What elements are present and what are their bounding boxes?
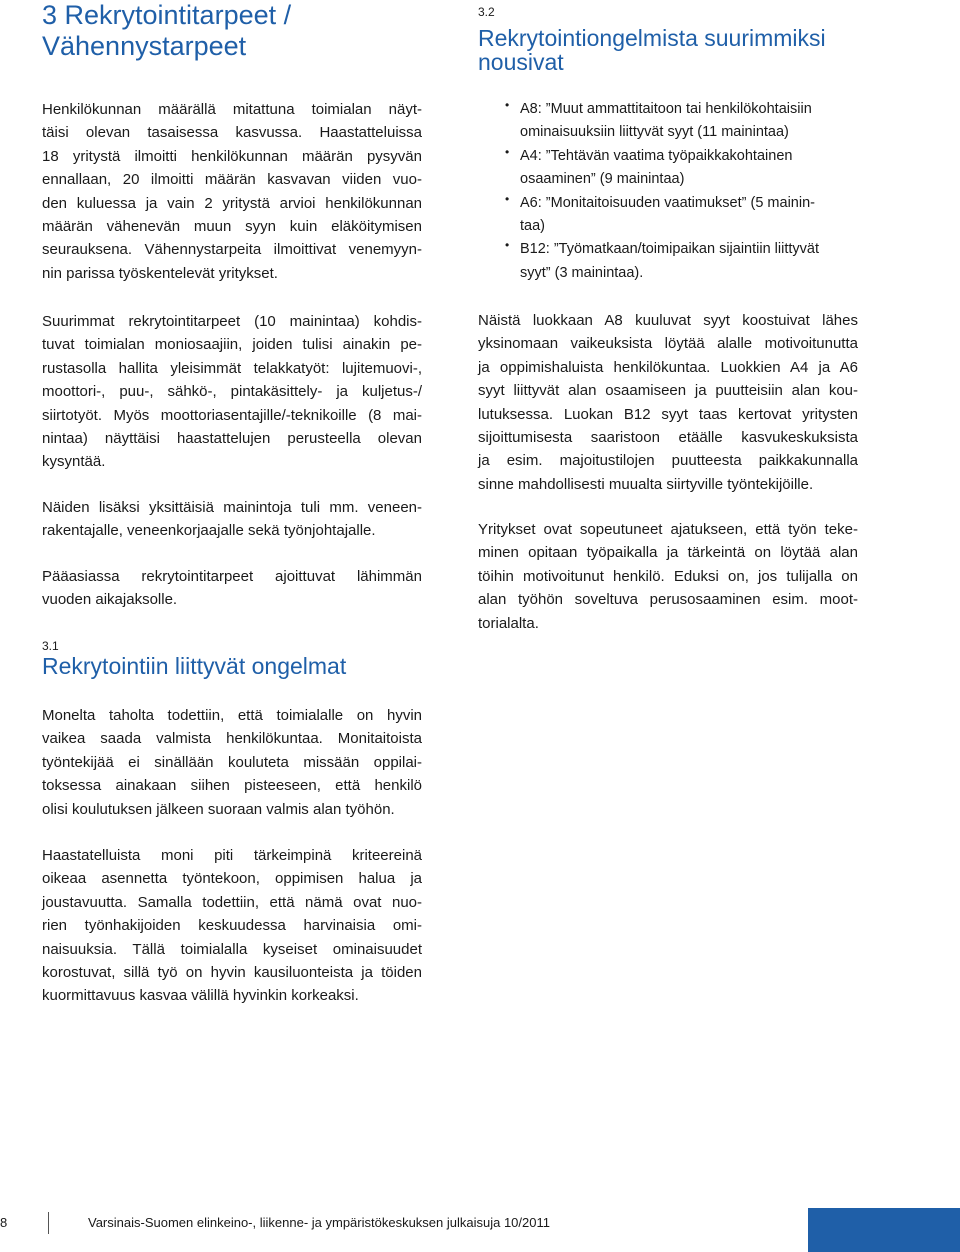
text-line: kysyntää. xyxy=(42,453,106,471)
chapter-paragraph-2 xyxy=(42,310,422,474)
text-line: joustavuutta. Samalla todettiin, että nämä ovat nuo- xyxy=(42,893,422,911)
list-item xyxy=(500,98,880,145)
section-3-1-paragraph-2 xyxy=(42,844,422,1008)
text-line: A8: ”Muut ammattitaitoon tai henkilökohtaisiin xyxy=(520,101,812,117)
chapter-title xyxy=(42,0,462,62)
text-line: Monelta taholta todettiin, että toimialalle on hyvin xyxy=(42,707,422,724)
section-3-1-paragraph-1 xyxy=(42,704,422,821)
text-line: alan työhön soveltuva perusosaaminen esim. moot- xyxy=(478,591,858,609)
section-3-2-paragraph-1 xyxy=(478,309,858,496)
text-line: osaaminen” (9 mainintaa) xyxy=(520,171,685,188)
text-line: sijoittumisesta saaristoon etäälle kasvukeskuksista xyxy=(478,429,858,447)
list-item xyxy=(500,238,880,285)
section-3-2-paragraph-2 xyxy=(478,518,858,635)
text-line: ja oppimishaluista henkilökuntaa. Luokkien A4 ja A6 xyxy=(478,358,858,376)
page-number: 8 xyxy=(0,1215,8,1230)
chapter-paragraph-1 xyxy=(42,98,422,285)
list-item xyxy=(500,192,880,239)
text-line: lutuksessa. Luokan B12 syyt taas kertovat yritysten xyxy=(478,405,858,423)
text-line: ominaisuuksiin liittyvät syyt (11 mainintaa) xyxy=(520,124,789,141)
bullet-icon: • xyxy=(505,191,510,206)
text-line: Suurimmat rekrytointitarpeet (10 mainintaa) kohdis- xyxy=(42,313,422,330)
section-3-2-number: 3.2 xyxy=(478,5,495,19)
section-3-1-number: 3.1 xyxy=(42,639,59,653)
text-line: Näiden lisäksi yksittäisiä mainintoja tuli mm. veneen- xyxy=(42,499,422,516)
text-line: seurauksena. Vähennystarpeita ilmoittivat venemyyn- xyxy=(42,241,422,259)
text-line: vaikea saada valmista henkilökuntaa. Monitaitoista xyxy=(42,730,422,748)
bullet-icon: • xyxy=(505,98,510,112)
text-line: A4: ”Tehtävän vaatima työpaikkakohtainen xyxy=(520,147,793,164)
text-line: siirtotyöt. Myös moottoriasentajille/-teknikoille (8 mai- xyxy=(42,406,422,424)
text-line: nin parissa työskentelevät yritykset. xyxy=(42,264,278,282)
text-line: töihin motivoitunut henkilö. Eduksi on, jos tulijalla on xyxy=(478,567,858,585)
text-line: syyt” (3 mainintaa). xyxy=(520,264,644,281)
footer-divider xyxy=(48,1212,49,1234)
text-line: naisuuksia. Tällä toimialalla kyseiset ominaisuudet xyxy=(42,940,422,958)
text-line: oikeaa asennetta työntekoon, oppimisen halua ja xyxy=(42,870,422,888)
text-line: rien työnhakijoiden keskuudessa harvinaisia omi- xyxy=(42,917,422,935)
text-line: toksessa ainakaan siihen pisteeseen, että henkilö xyxy=(42,777,422,795)
text-line: Pääasiassa rekrytointitarpeet ajoittuvat lähimmän xyxy=(42,568,422,585)
text-line: minen opitaan työpaikalla ja tärkeintä on löytää alan xyxy=(478,544,858,562)
chapter-title-line1: 3 Rekrytointitarpeet / xyxy=(42,0,292,30)
text-line: moottori-, puu-, sähkö-, pintakäsittely- ja kuljetus-/ xyxy=(42,383,422,401)
text-line: tuvat toimialan moniosaajiin, joiden tulisi ainakin pe- xyxy=(42,336,422,354)
text-line: täisi olevan tasaisessa kasvussa. Haastatteluissa xyxy=(42,124,422,142)
text-line: Haastatelluista moni piti tärkeimpinä kriteereinä xyxy=(42,847,422,864)
text-line: torialalta. xyxy=(478,614,539,632)
text-line: Yritykset ovat sopeutuneet ajatukseen, että työn teke- xyxy=(478,521,858,538)
text-line: vuoden aikajaksolle. xyxy=(42,591,178,609)
text-line: korostuvat, sillä työ on hyvin kausiluonteista ja töiden xyxy=(42,964,422,982)
section-3-1-title: Rekrytointiin liittyvät ongelmat xyxy=(42,653,347,679)
footer-accent-bar xyxy=(808,1208,960,1252)
text-line: rustasolla hallita yleisimmät telakkatyöt: lujitemuovi-, xyxy=(42,359,422,377)
text-line: 18 yritystä ilmoitti henkilökunnan määrän pysyvän xyxy=(42,147,422,165)
list-item xyxy=(500,145,880,192)
reasons-list xyxy=(500,98,880,285)
page-footer xyxy=(0,1208,960,1238)
text-line: sinne mahdollisesti muualta siirtyville työntekijöille. xyxy=(478,475,814,493)
bullet-icon: • xyxy=(505,238,510,253)
section-3-2-title xyxy=(478,26,918,74)
text-line: A6: ”Monitaitoisuuden vaatimukset” (5 mainin- xyxy=(520,194,815,211)
text-line: olisi koulutuksen jälkeen suoraan valmis alan työhön. xyxy=(42,800,395,818)
text-line: määrän vähenevän muun syyn kuin eläköitymisen xyxy=(42,218,422,236)
text-line: työntekijää ei sinällään kouluteta missään oppilai- xyxy=(42,753,422,771)
section-3-2-title-line1: Rekrytointiongelmista suurimmiksi xyxy=(478,25,826,51)
text-line: ennallaan, 20 ilmoitti määrän kasvavan viiden vuo- xyxy=(42,171,422,189)
section-3-2-title-line2: nousivat xyxy=(478,49,564,75)
text-line: Henkilökunnan määrällä mitattuna toimialan näyt- xyxy=(42,101,422,118)
chapter-paragraph-3 xyxy=(42,496,422,543)
text-line: syyt liittyvät alan osaamiseen ja puutteisiin alan kou- xyxy=(478,382,858,400)
publication-name: Varsinais-Suomen elinkeino-, liikenne- ja ympäristökeskuksen julkaisuja 10/2011 xyxy=(88,1215,550,1230)
chapter-title-line2: Vähennystarpeet xyxy=(42,31,247,61)
chapter-paragraph-4 xyxy=(42,565,422,612)
text-line: taa) xyxy=(520,218,545,235)
text-line: B12: ”Työmatkaan/toimipaikan sijaintiin liittyvät xyxy=(520,241,819,258)
bullet-icon: • xyxy=(505,144,510,159)
text-line: Näistä luokkaan A8 kuuluvat syyt koostuivat lähes xyxy=(478,312,858,329)
text-line: yksinomaan vaikeuksista löytää alalle motivoitunutta xyxy=(478,335,858,353)
text-line: kuormittavuus kasvaa välillä hyvinkin korkeaksi. xyxy=(42,987,359,1005)
text-line: den kuluessa ja vain 2 yritystä arvioi henkilökunnan xyxy=(42,194,422,212)
text-line: ja esim. majoitustilojen puutteesta paikkakunnalla xyxy=(478,452,858,470)
text-line: rakentajalle, veneenkorjaajalle sekä työnjohtajalle. xyxy=(42,522,376,540)
text-line: nintaa) näyttäisi haastattelujen perusteella olevan xyxy=(42,430,422,448)
